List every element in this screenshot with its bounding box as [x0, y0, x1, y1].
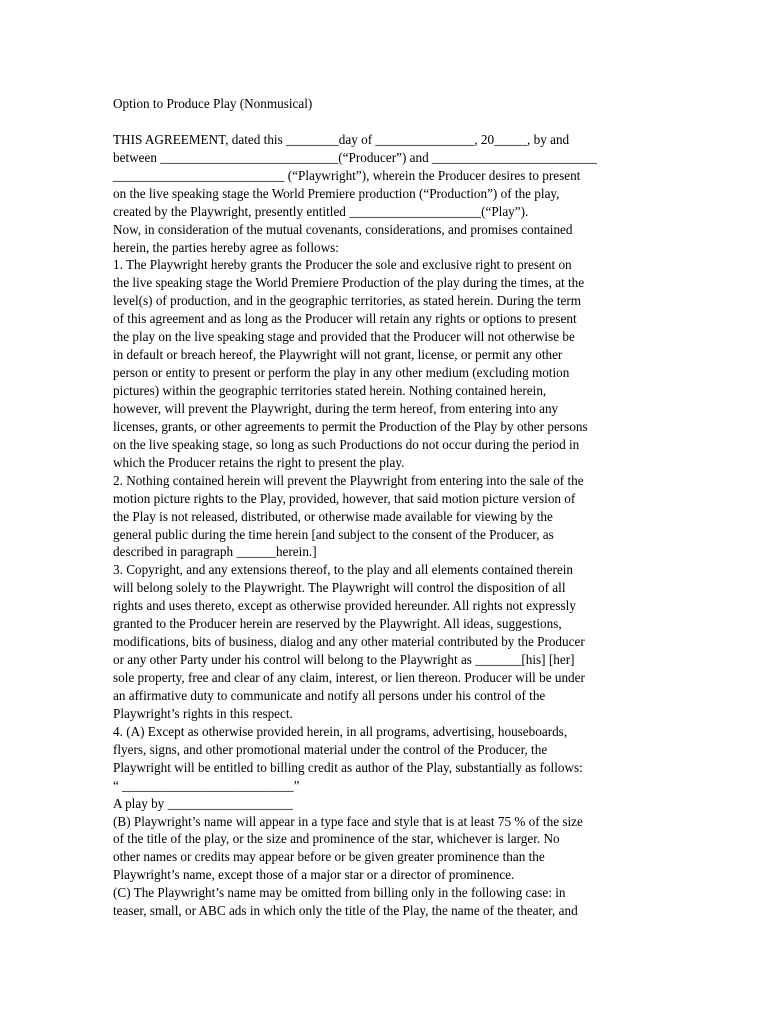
- text-line: herein, the parties hereby agree as follows:: [113, 239, 339, 255]
- document-body: [113, 95, 673, 920]
- text-line: person or entity to present or perform the play in any other medium (excluding motion: [113, 365, 570, 381]
- text-line: (B) Playwright’s name will appear in a type face and style that is at least 75 % of the size: [113, 813, 583, 829]
- text-line: 3. Copyright, and any extensions thereof, to the play and all elements contained therein: [113, 562, 573, 578]
- text-line: modifications, bits of business, dialog and any other material contributed by the Producer: [113, 634, 585, 650]
- text-line: (C) The Playwright’s name may be omitted from billing only in the following case: in: [113, 885, 566, 901]
- text-line: A play by ___________________: [113, 795, 293, 811]
- document-title: Option to Produce Play (Nonmusical): [113, 96, 313, 111]
- text-line: on the live speaking stage, so long as such Productions do not occur during the period in: [113, 436, 580, 452]
- text-line: sole property, free and clear of any claim, interest, or lien thereon. Producer will be under: [113, 670, 585, 685]
- text-line: 2. Nothing contained herein will prevent the Playwright from entering into the sale of the: [113, 472, 584, 488]
- text-line: motion picture rights to the Play, provided, however, that said motion picture version of: [113, 490, 576, 506]
- text-line: an affirmative duty to communicate and notify all persons under his control of the: [113, 687, 546, 703]
- text-line: created by the Playwright, presently entitled ____________________(“Play”).: [113, 203, 529, 219]
- text-line: on the live speaking stage the World Premiere production (“Production”) of the play,: [113, 185, 560, 201]
- text-line: described in paragraph ______herein.]: [113, 544, 317, 560]
- text-line: will belong solely to the Playwright. The Playwright will control the disposition of all: [113, 580, 566, 596]
- text-line: Now, in consideration of the mutual covenants, considerations, and promises contained: [113, 221, 573, 237]
- text-line: other names or credits may appear before or be given greater prominence than the: [113, 849, 545, 865]
- text-line: the play on the live speaking stage and provided that the Producer will not otherwise be: [113, 329, 575, 345]
- text-line: the live speaking stage the World Premiere Production of the play during the times, at the: [113, 275, 585, 291]
- text-line: Playwright will be entitled to billing credit as author of the Play, substantially as follows:: [113, 759, 583, 775]
- text-line: flyers, signs, and other promotional material under the control of the Producer, the: [113, 741, 548, 757]
- text-line: level(s) of production, and in the geographic territories, as stated herein. During the term: [113, 293, 582, 309]
- text-line: between ___________________________(“Producer”) and _________________________: [113, 149, 597, 165]
- text-line: rights and uses thereto, except as otherwise provided hereunder. All rights not expressly: [113, 598, 576, 614]
- text-line: the Play is not released, distributed, or otherwise made available for viewing by the: [113, 508, 553, 524]
- text-line: Playwright’s rights in this respect.: [113, 705, 293, 721]
- text-line: pictures) within the geographic territories stated herein. Nothing contained herein,: [113, 383, 547, 398]
- text-line: teaser, small, or ABC ads in which only the title of the Play, the name of the theater, and: [113, 903, 578, 919]
- text-line: granted to the Producer herein are reserved by the Playwright. All ideas, suggestions,: [113, 616, 562, 632]
- text-line: general public during the time herein [and subject to the consent of the Producer, as: [113, 526, 554, 542]
- text-line: “ __________________________”: [113, 777, 300, 793]
- text-line: Playwright’s name, except those of a major star or a director of prominence.: [113, 867, 515, 883]
- text-line: 4. (A) Except as otherwise provided herein, in all programs, advertising, houseboards,: [113, 723, 568, 739]
- text-line: 1. The Playwright hereby grants the Producer the sole and exclusive right to present on: [113, 257, 572, 273]
- text-line: THIS AGREEMENT, dated this ________day of _______________, 20_____, by and: [113, 131, 570, 147]
- text-line: __________________________ (“Playwright”), wherein the Producer desires to present: [113, 167, 581, 183]
- blank-line: [113, 113, 673, 131]
- text-line: however, will prevent the Playwright, during the term hereof, from entering into any: [113, 400, 559, 416]
- text-line: of the title of the play, or the size and prominence of the star, whichever is larger. No: [113, 831, 560, 847]
- text-line: of this agreement and as long as the Producer will retain any rights or options to present: [113, 311, 577, 327]
- text-line: licenses, grants, or other agreements to permit the Production of the Play by other persons: [113, 418, 588, 434]
- text-line: which the Producer retains the right to present the play.: [113, 454, 405, 470]
- text-line: or any other Party under his control will belong to the Playwright as _______[his] [her]: [113, 652, 575, 668]
- agreement-text: [113, 131, 673, 920]
- text-line: in default or breach hereof, the Playwright will not grant, license, or permit any other: [113, 347, 563, 363]
